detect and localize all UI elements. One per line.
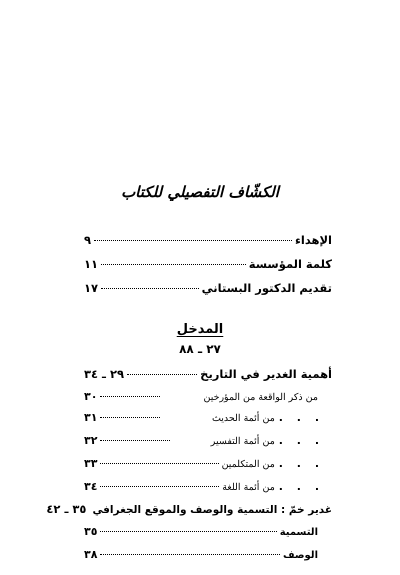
dot-leader [100, 554, 280, 555]
toc-entry-label: كلمة المؤسسة [248, 257, 332, 271]
toc-entry-page: ٣٤ [84, 480, 98, 493]
toc-entry-label: من المتكلمين [221, 459, 275, 470]
section-heading [0, 322, 400, 337]
toc-entry-label: من أئمة اللغة [222, 482, 275, 493]
toc-entry-page: ٣١ [84, 411, 98, 424]
dot-leader [100, 440, 170, 441]
toc-entry-label: من أئمة التفسير [210, 436, 275, 447]
toc-subentry [84, 480, 332, 498]
toc-entry-page: ١١ [84, 257, 99, 271]
toc-subentry [84, 434, 332, 452]
dot-leader [100, 396, 160, 397]
toc-entry-page: ٣٥ [84, 525, 98, 538]
section-heading-text: المدخل [176, 322, 224, 337]
ditto-marks: . . . [278, 457, 324, 470]
toc-subentry [84, 548, 332, 566]
toc-entry-label: أهمية الغدير في التاريخ [200, 367, 332, 381]
dot-leader [101, 264, 246, 265]
toc-entry-foundation-word [84, 257, 332, 275]
toc-entry-page: ٣٢ [84, 434, 98, 447]
toc-entry-introduction [84, 281, 332, 299]
toc-entry-main [46, 502, 332, 520]
toc-entry-dedication [84, 233, 332, 251]
toc-entry-page: ٩ [84, 233, 92, 247]
toc-entry-page: ١٧ [84, 281, 99, 295]
toc-subentry [84, 457, 332, 475]
toc-entry-main [84, 367, 332, 385]
toc-entry-label: الوصف [282, 550, 318, 561]
ditto-marks: . . . [278, 480, 324, 493]
dot-leader [100, 531, 276, 532]
toc-entry-label: الإهداء [295, 233, 332, 247]
dot-leader [100, 463, 218, 464]
dot-leader [100, 417, 160, 418]
dot-leader [94, 240, 292, 241]
toc-subentry [84, 525, 332, 543]
toc-entry-label: تقديم الدكتور البستاني [201, 281, 332, 295]
toc-entry-label: من أئمة الحديث [211, 413, 275, 424]
ditto-marks: . . . [278, 411, 324, 424]
dot-leader [127, 374, 197, 375]
toc-subentry [84, 411, 332, 429]
toc-entry-label: من ذكر الواقعة من المؤرخين [203, 392, 318, 403]
toc-entry-page: ٣٨ [84, 548, 98, 561]
toc-entry-label: غدير خمّ : التسمية والوصف والموقع الجغرافي [92, 504, 332, 516]
ditto-marks: . . . [278, 434, 324, 447]
toc-entry-page: ٣٣ [84, 457, 98, 470]
toc-entry-page: ٣٠ [84, 390, 98, 403]
section-page-range: ٢٧ ـ ٨٨ [179, 342, 221, 356]
toc-entry-page: ٢٩ ـ ٣٤ [84, 367, 125, 381]
dot-leader [101, 288, 199, 289]
toc-subentry [84, 390, 332, 408]
toc-entry-page: ٣٥ ـ ٤٢ [46, 502, 87, 516]
page-title: الكشّاف التفصيلي للكتاب [121, 183, 279, 201]
toc-entry-label: التسمية [279, 527, 318, 538]
dot-leader [100, 486, 219, 487]
